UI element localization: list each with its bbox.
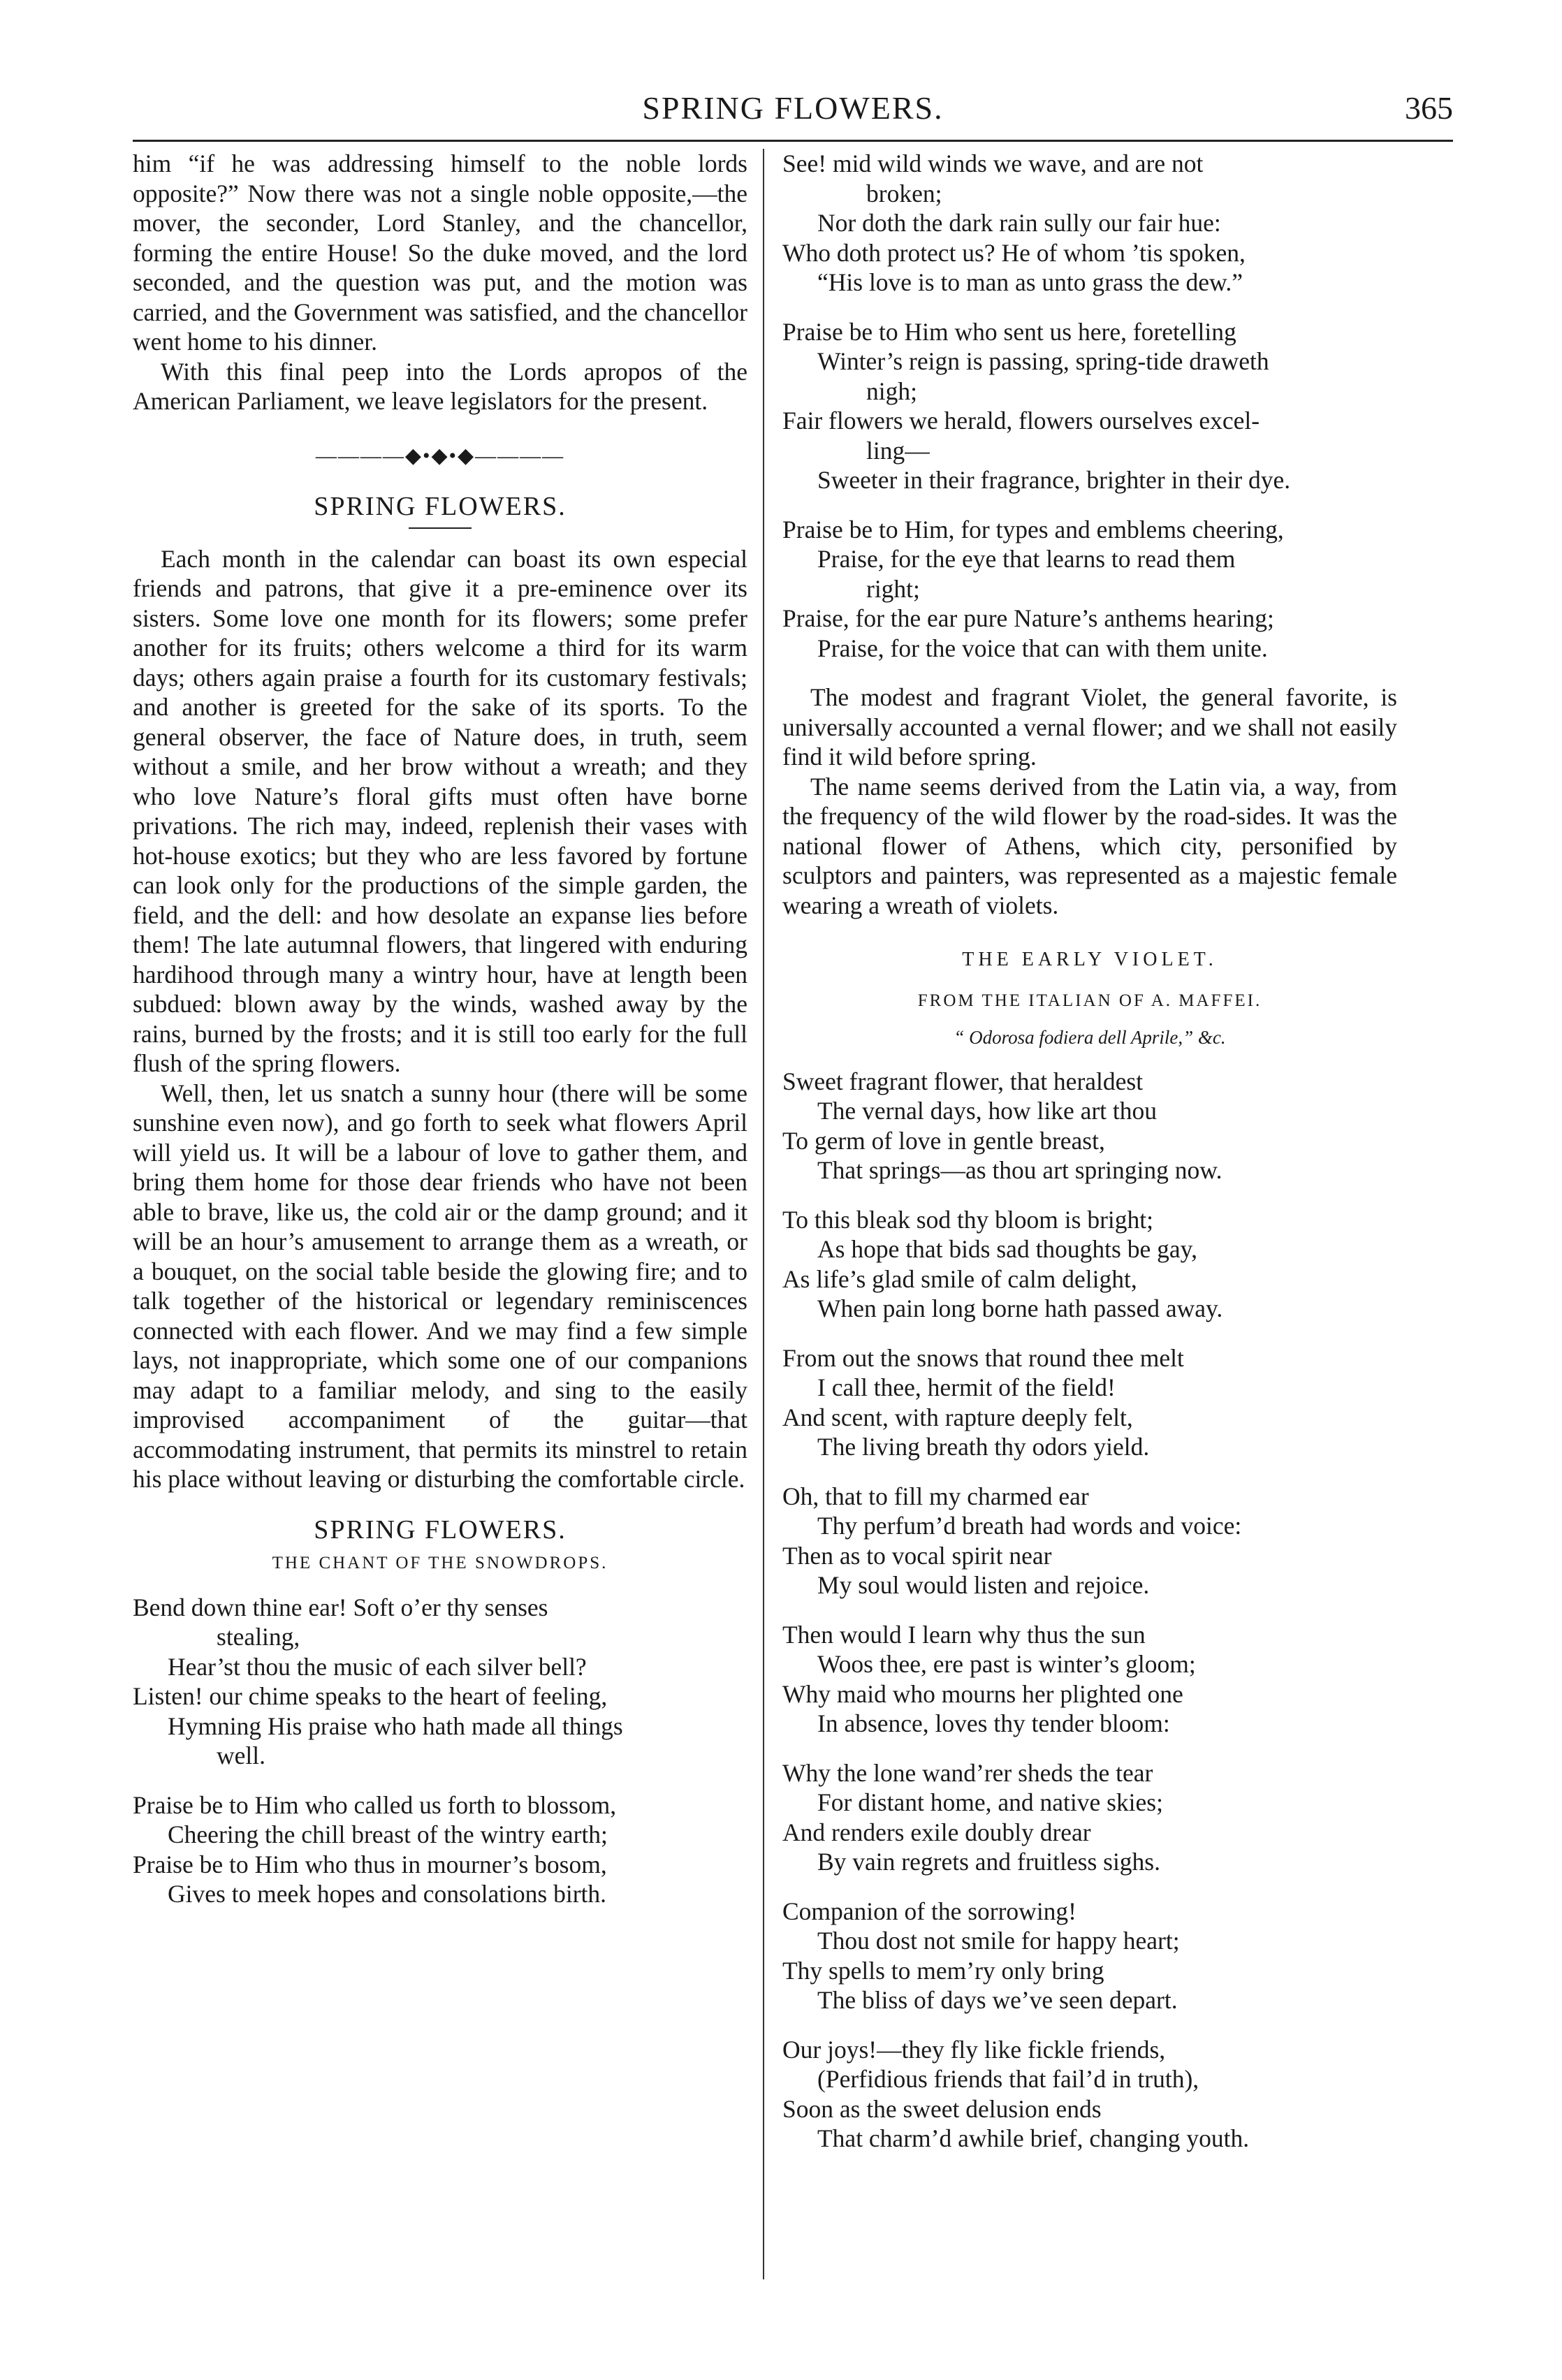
poem-line: In absence, loves thy tender bloom: (817, 1709, 1170, 1737)
running-head (133, 84, 1453, 142)
poem-line: Thou dost not smile for happy heart; (817, 1927, 1180, 1955)
poem-line: Why the lone wand’rer sheds the tear (782, 1758, 1153, 1787)
title-rule (409, 527, 472, 529)
poem-subtitle: THE CHANT OF THE SNOWDROPS. (272, 1554, 608, 1572)
poem-line: The living breath thy odors yield. (817, 1433, 1150, 1461)
poem-line: To germ of love in gentle breast, (782, 1126, 1105, 1155)
poem-line: Gives to meek hopes and consolations birth. (168, 1880, 607, 1908)
poem-line: Praise, for the voice that can with them unite. (817, 634, 1268, 662)
poem-stanza (782, 317, 1397, 495)
poem-line: Nor doth the dark rain sully our fair hue: (817, 209, 1221, 237)
poem-stanza (782, 1205, 1397, 1324)
poem-line: Praise, for the ear pure Nature’s anthems hearing; (782, 604, 1274, 632)
poem-line: Sweet fragrant flower, that heraldest (782, 1067, 1144, 1095)
poem-line: Woos thee, ere past is winter’s gloom; (817, 1650, 1196, 1678)
poem-line: Praise be to Him who called us forth to blossom, (133, 1790, 617, 1819)
poem-line: And renders exile doubly drear (782, 1818, 1091, 1846)
essay-paragraph: Each month in the calendar can boast its own especial friends and patrons, that give it a pre-eminence over its sisters. Some love one month for its flowers; some prefer another for its fruits; others welcome a third for its warm days; others again praise a fourth for its customary festivals; and another is greeted for the sake of its sports. To the general observer, the face of Nature does, in truth, seem without a smile, and her brow without a wreath; and they who love Nature’s floral gifts must often have borne privations. The rich may, indeed, replenish their vases with hot-house exotics; but they who are less favored by fortune can look only for the productions of the simple garden, the field, and the dell: and how desolate an expanse lies before them! The late autumnal flowers, that lingered with enduring hardihood through many a wintry hour, have at length been subdued: blown away by the winds, washed away by the rains, burned by the frosts; and it is still too early for the full flush of the spring flowers. (133, 544, 747, 1077)
poem-stanza (782, 149, 1397, 298)
poem-stanza (782, 2035, 1397, 2154)
poem-line: As hope that bids sad thoughts be gay, (817, 1235, 1197, 1263)
violet-paragraph: The modest and fragrant Violet, the general favorite, is universally accounted a vernal flower; and we shall not easily find it wild before spring. (782, 683, 1397, 771)
poem-stanza (782, 1620, 1397, 1739)
poem-stanza (133, 1593, 747, 1771)
poem-stanza (782, 515, 1397, 664)
poem-line: Then as to vocal spirit near (782, 1541, 1052, 1570)
poem-stanza (782, 1482, 1397, 1600)
poem-line: The vernal days, how like art thou (817, 1097, 1158, 1125)
poem-line: Companion of the sorrowing! (782, 1897, 1077, 1925)
poem-line: Then would I learn why thus the sun (782, 1620, 1146, 1649)
poem-line: The bliss of days we’ve seen depart. (817, 1986, 1178, 2014)
poem-line: Thy perfum’d breath had words and voice: (817, 1512, 1242, 1540)
poem-stanza (782, 1343, 1397, 1462)
poem-line: Oh, that to fill my charmed ear (782, 1482, 1089, 1510)
poem-line: (Perfidious friends that fail’d in truth), (817, 2065, 1199, 2093)
poem-line: “His love is to man as unto grass the dew.” (817, 268, 1243, 296)
carry-over-paragraph: With this final peep into the Lords apropos of the American Parliament, we leave legislators for the present. (133, 357, 747, 415)
poem-line: broken; (866, 179, 942, 207)
poem-line: Winter’s reign is passing, spring-tide draweth (817, 347, 1269, 375)
poem-line: For distant home, and native skies; (817, 1788, 1163, 1816)
poem-line: Praise, for the eye that learns to read them (817, 545, 1236, 573)
poem-line: Bend down thine ear! Soft o’er thy senses (133, 1593, 548, 1621)
poem-line: Cheering the chill breast of the wintry earth; (168, 1820, 608, 1848)
ornamental-rule: ————◆•◆•◆———— (315, 444, 565, 467)
page-number: 365 (1405, 90, 1453, 126)
poem-line: That charm’d awhile brief, changing youth. (817, 2124, 1250, 2152)
poem-line: Who doth protect us? He of whom ’tis spoken, (782, 238, 1246, 267)
poem-line: That springs—as thou art springing now. (817, 1156, 1222, 1184)
poem-line: See! mid wild winds we wave, and are not (782, 149, 1204, 177)
right-column (782, 149, 1397, 2173)
poem-line: ling— (866, 436, 930, 465)
violet-paragraph: The name seems derived from the Latin via, a way, from the frequency of the wild flower by the road-sides. It was the national flower of Athens, which city, personified by sculptors and painters, was represented as a majestic female wearing a wreath of violets. (782, 772, 1397, 919)
poem-line: I call thee, hermit of the field! (817, 1373, 1116, 1401)
carry-over-paragraph: him “if he was addressing himself to the noble lords opposite?” Now there was not a single noble opposite,—the mover, the seconder, Lord Stanley, and the chancellor, forming the entire House! So the duke moved, and the lord seconded, and the question was put, and the motion was carried, and the Government was satisfied, and the chancellor went home to his dinner. (133, 149, 747, 356)
poem-line: Praise be to Him, for types and emblems cheering, (782, 515, 1284, 543)
poem-line: As life’s glad smile of calm delight, (782, 1264, 1137, 1293)
poem-stanza (782, 1897, 1397, 2015)
violet-epigraph: “ Odorosa fodiera dell Aprile,” &c. (954, 1027, 1226, 1048)
poem-title: SPRING FLOWERS. (314, 1514, 567, 1545)
poem-line: nigh; (866, 377, 917, 405)
poem-line: My soul would listen and rejoice. (817, 1571, 1150, 1599)
poem-line: Fair flowers we herald, flowers ourselves excel- (782, 407, 1260, 435)
violet-title: THE EARLY VIOLET. (962, 949, 1218, 970)
column-divider (763, 149, 764, 2279)
poem-line: By vain regrets and fruitless sighs. (817, 1848, 1161, 1876)
poem-line: right; (866, 574, 920, 603)
poem-line: Why maid who mourns her plighted one (782, 1679, 1183, 1708)
poem-line: Our joys!—they fly like fickle friends, (782, 2035, 1166, 2064)
poem-line: Thy spells to mem’ry only bring (782, 1956, 1104, 1985)
poem-line: To this bleak sod thy bloom is bright; (782, 1205, 1153, 1234)
running-title: SPRING FLOWERS. (642, 90, 944, 126)
essay-paragraph: Well, then, let us snatch a sunny hour (there will be some sunshine even now), and go forth to seek what flowers April will yield us. It will be a labour of love to gather them, and bring them home for those dear friends who have not been able to brave, like us, the cold air or the damp ground; and it will be an hour’s amusement to arrange them as a wreath, or a bouquet, on the social table beside the glowing fire; and to talk together of the historical or legendary reminiscences connected with each flower. And we may find a few simple lays, not inappropriate, which some one of our companions may adapt to a familiar melody, and sing to the easily improvised accompaniment of the guitar—that accommodating instrument, that permits its minstrel to retain his place without leaving or disturbing the comfortable circle. (133, 1079, 747, 1493)
poem-line: When pain long borne hath passed away. (817, 1294, 1223, 1322)
poem-line: well. (217, 1742, 265, 1769)
violet-source: FROM THE ITALIAN OF A. MAFFEI. (917, 991, 1262, 1010)
poem-line: Hear’st thou the music of each silver bell? (168, 1652, 587, 1681)
left-column (133, 149, 747, 1929)
page (133, 84, 1453, 2319)
poem-line: Soon as the sweet delusion ends (782, 2094, 1102, 2123)
poem-line: And scent, with rapture deeply felt, (782, 1403, 1133, 1431)
poem-line: From out the snows that round thee melt (782, 1343, 1184, 1372)
poem-stanza (782, 1758, 1397, 1877)
poem-line: Hymning His praise who hath made all things (168, 1711, 623, 1740)
poem-stanza (782, 1067, 1397, 1185)
poem-stanza (133, 1790, 747, 1909)
poem-line: Listen! our chime speaks to the heart of feeling, (133, 1682, 608, 1710)
essay-title: SPRING FLOWERS. (314, 492, 567, 521)
poem-line: Praise be to Him who thus in mourner’s bosom, (133, 1850, 607, 1878)
poem-line: stealing, (217, 1623, 300, 1651)
poem-line: Praise be to Him who sent us here, foretelling (782, 317, 1236, 346)
poem-line: Sweeter in their fragrance, brighter in their dye. (817, 466, 1291, 494)
